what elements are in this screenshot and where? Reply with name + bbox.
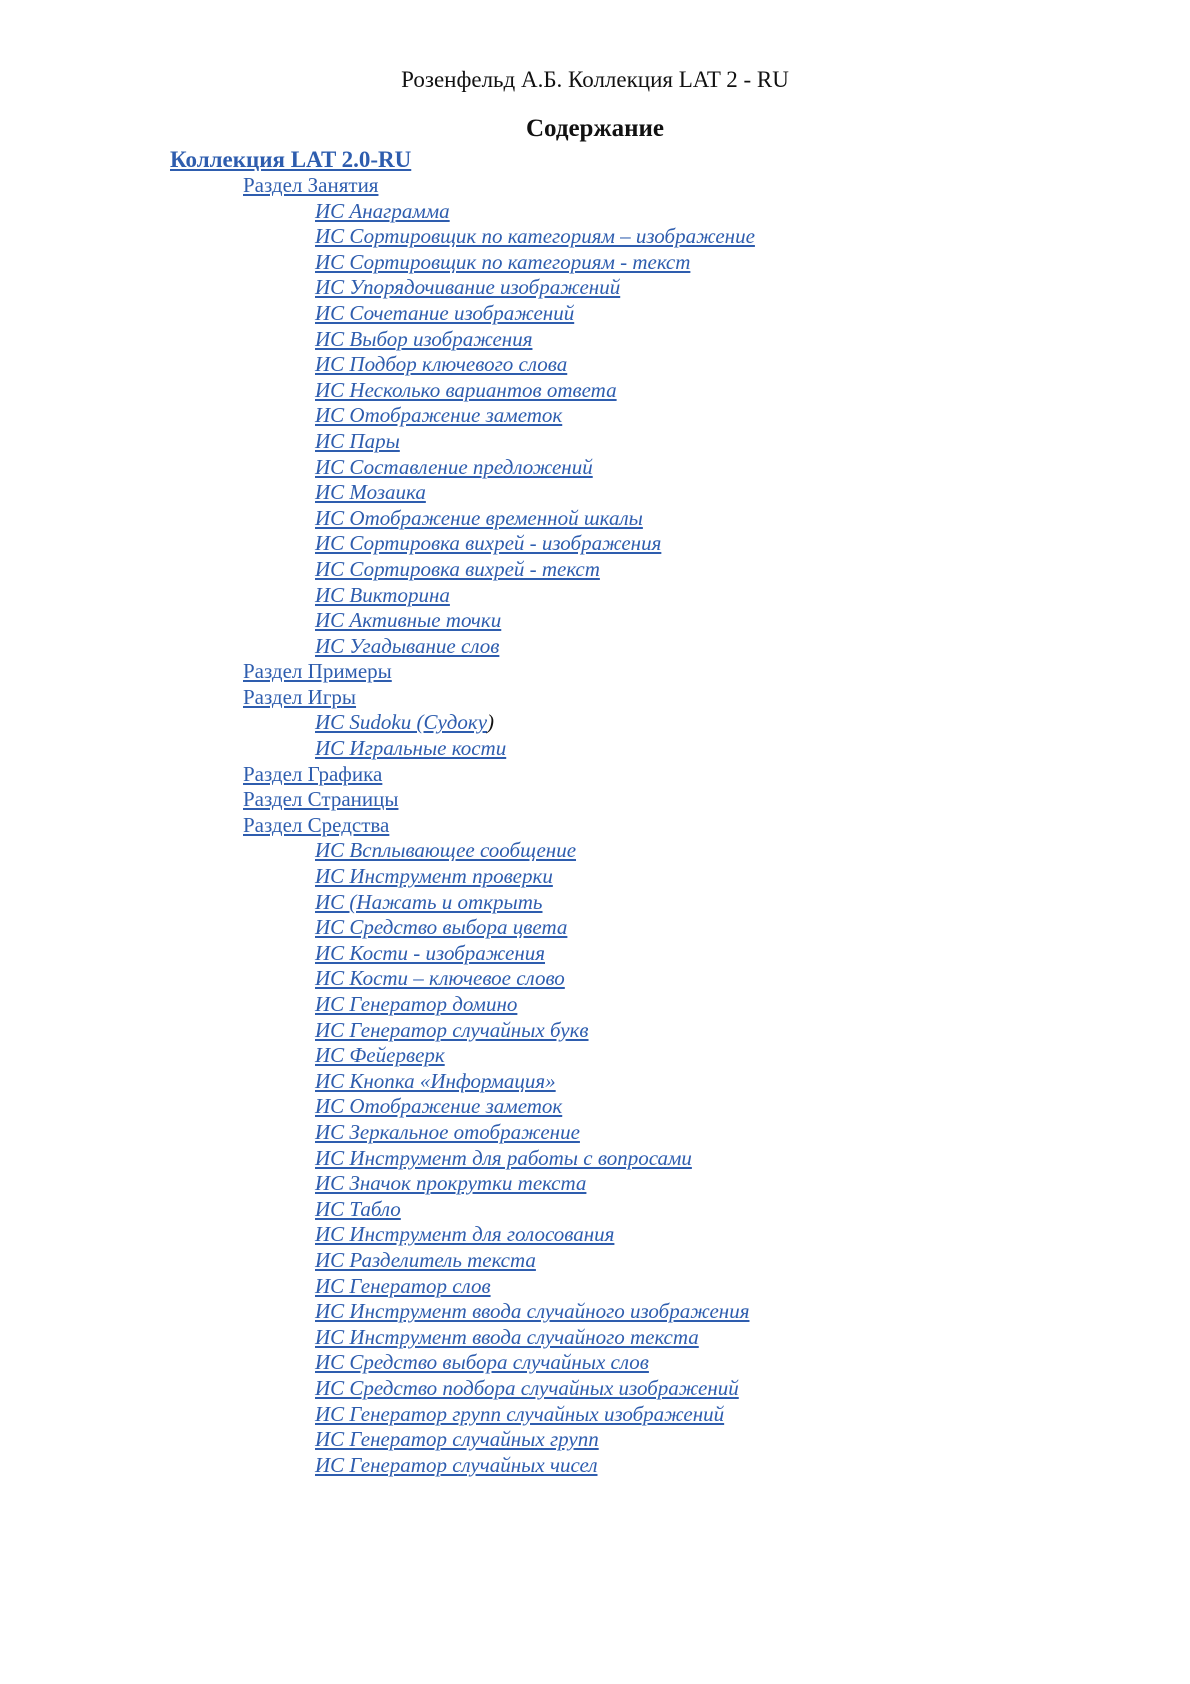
toc-root-entry <box>170 143 1070 177</box>
toc-item <box>170 1146 1070 1172</box>
toc-item <box>170 1299 1070 1325</box>
toc-link-section-zanyatiya[interactable]: Раздел Занятия <box>243 173 379 197</box>
toc-link-item[interactable]: ИС Генератор групп случайных изображений <box>315 1401 725 1426</box>
toc-link-section-grafika[interactable]: Раздел Графика <box>243 761 383 786</box>
toc-item <box>170 1018 1070 1044</box>
toc-item <box>170 378 1070 404</box>
toc-item <box>170 941 1070 967</box>
toc-link-item[interactable]: ИС Генератор домино <box>315 992 518 1016</box>
toc-item <box>170 1350 1070 1376</box>
toc-link-item[interactable]: ИС Выбор изображения <box>315 326 533 351</box>
toc-link-section-sredstva[interactable]: Раздел Средства <box>243 812 390 837</box>
toc-link-item[interactable]: ИС Инструмент ввода случайного текста <box>315 1324 699 1349</box>
toc-item <box>170 429 1070 455</box>
toc-link-item[interactable]: ИС Инструмент проверки <box>315 864 553 889</box>
toc-link-item[interactable]: ИС Инструмент для голосования <box>315 1222 615 1247</box>
toc-link-item[interactable]: ИС Сочетание изображений <box>315 300 575 325</box>
running-header: Розенфельд А.Б. Коллекция LAT 2 - RU <box>401 67 789 92</box>
toc-link-item[interactable]: ИС Средство подбора случайных изображений <box>315 1375 739 1400</box>
toc-link-item[interactable]: ИС Инструмент ввода случайного изображения <box>315 1299 750 1324</box>
toc-link-collection[interactable]: Коллекция LAT 2.0-RU <box>170 147 412 172</box>
toc-link-item[interactable]: ИС Генератор случайных чисел <box>315 1452 598 1477</box>
toc-item <box>170 966 1070 992</box>
toc-link-section-igry[interactable]: Раздел Игры <box>243 684 357 709</box>
toc-link-item[interactable]: ИС Разделитель текста <box>315 1247 536 1272</box>
toc-section-zanyatiya <box>170 173 1070 199</box>
toc-link-section-primery[interactable]: Раздел Примеры <box>243 659 392 684</box>
toc-item <box>170 864 1070 890</box>
toc-link-item[interactable]: ИС Кости - изображения <box>315 940 546 965</box>
toc-item <box>170 1402 1070 1428</box>
toc-section-sredstva <box>170 813 1070 839</box>
toc-item <box>170 199 1070 225</box>
toc-link-item[interactable]: ИС Викторина <box>315 582 450 607</box>
toc-link-item[interactable]: ИС Упорядочивание изображений <box>315 275 621 300</box>
toc-link-item[interactable]: ИС Сортировщик по категориям - текст <box>315 249 691 274</box>
toc-link-item[interactable]: ИС Генератор случайных букв <box>315 1017 589 1042</box>
toc-item <box>170 1197 1070 1223</box>
toc-item <box>170 710 1070 736</box>
toc-title: Содержание <box>525 115 664 142</box>
toc-section-grafika <box>170 762 1070 788</box>
toc-item <box>170 1171 1070 1197</box>
toc-item <box>170 736 1070 762</box>
toc-link-item[interactable]: ИС Средство выбора случайных слов <box>315 1350 649 1375</box>
toc-link-item[interactable]: ИС Генератор случайных групп <box>315 1427 599 1452</box>
toc-link-item[interactable]: ИС Значок прокрутки текста <box>315 1171 587 1196</box>
toc-link-item[interactable]: ИС Инструмент для работы с вопросами <box>315 1145 692 1170</box>
toc-item <box>170 1120 1070 1146</box>
toc-link-item[interactable]: ИС Фейерверк <box>315 1043 445 1068</box>
toc-list-zanyatiya <box>170 199 1070 660</box>
toc-item <box>170 403 1070 429</box>
toc-item-trailing-paren: ) <box>487 710 495 735</box>
toc-link-item[interactable]: ИС Составление предложений <box>315 454 593 479</box>
toc-item <box>170 506 1070 532</box>
toc-item <box>170 1274 1070 1300</box>
toc-link-item[interactable]: ИС Средство выбора цвета <box>315 915 568 940</box>
toc-link-item[interactable]: ИС Табло <box>315 1196 401 1221</box>
toc-section-primery <box>170 659 1070 685</box>
toc-item <box>170 557 1070 583</box>
toc-item <box>170 1222 1070 1248</box>
toc-section-stranicy <box>170 787 1070 813</box>
toc-link-item[interactable]: ИС Угадывание слов <box>315 633 500 658</box>
toc-list-sredstva <box>170 838 1070 1478</box>
toc-link-item-sudoku[interactable]: ИС Sudoku (Судоку <box>315 710 488 735</box>
toc-link-item[interactable]: ИС Отображение временной шкалы <box>315 505 643 530</box>
toc-link-item[interactable]: ИС Всплывающее сообщение <box>315 838 577 863</box>
toc-item <box>170 583 1070 609</box>
toc-item <box>170 915 1070 941</box>
toc-item <box>170 531 1070 557</box>
toc-link-section-stranicy[interactable]: Раздел Страницы <box>243 787 399 812</box>
toc-item <box>170 1069 1070 1095</box>
toc-link-item[interactable]: ИС Кости – ключевое слово <box>315 966 565 991</box>
toc-link-item[interactable]: ИС Отображение заметок <box>315 403 563 428</box>
toc-item <box>170 480 1070 506</box>
toc-link-item[interactable]: ИС Подбор ключевого слова <box>315 352 568 377</box>
toc-link-item[interactable]: ИС Анаграмма <box>315 198 450 223</box>
toc-section-igry <box>170 685 1070 711</box>
toc-link-item[interactable]: ИС Мозаика <box>315 480 426 505</box>
toc-item <box>170 1094 1070 1120</box>
toc-item <box>170 275 1070 301</box>
toc-link-item-dice[interactable]: ИС Игральные кости <box>315 736 507 761</box>
toc-link-item[interactable]: ИС Несколько вариантов ответа <box>315 377 617 402</box>
toc-item <box>170 1427 1070 1453</box>
table-of-contents <box>170 143 1070 1478</box>
toc-item <box>170 1325 1070 1351</box>
toc-item <box>170 301 1070 327</box>
toc-link-item[interactable]: ИС Генератор слов <box>315 1273 491 1298</box>
toc-item <box>170 838 1070 864</box>
toc-item <box>170 455 1070 481</box>
toc-item <box>170 327 1070 353</box>
toc-item <box>170 992 1070 1018</box>
toc-item <box>170 1453 1070 1479</box>
toc-item <box>170 1248 1070 1274</box>
toc-item <box>170 634 1070 660</box>
toc-item <box>170 352 1070 378</box>
toc-item <box>170 1043 1070 1069</box>
toc-item <box>170 250 1070 276</box>
toc-item <box>170 1376 1070 1402</box>
toc-link-item[interactable]: ИС (Нажать и открыть <box>315 889 543 914</box>
toc-link-item[interactable]: ИС Пары <box>315 428 400 453</box>
toc-link-item[interactable]: ИС Сортировка вихрей - изображения <box>315 531 662 556</box>
toc-item <box>170 608 1070 634</box>
toc-link-item[interactable]: ИС Сортировщик по категориям – изображение <box>315 224 755 249</box>
toc-link-item[interactable]: ИС Сортировка вихрей - текст <box>315 556 600 581</box>
toc-link-item[interactable]: ИС Кнопка «Информация» <box>315 1068 556 1093</box>
toc-link-item[interactable]: ИС Зеркальное отображение <box>315 1119 580 1144</box>
toc-link-item[interactable]: ИС Активные точки <box>315 608 502 633</box>
toc-item <box>170 224 1070 250</box>
toc-link-item[interactable]: ИС Отображение заметок <box>315 1094 563 1119</box>
toc-item <box>170 890 1070 916</box>
